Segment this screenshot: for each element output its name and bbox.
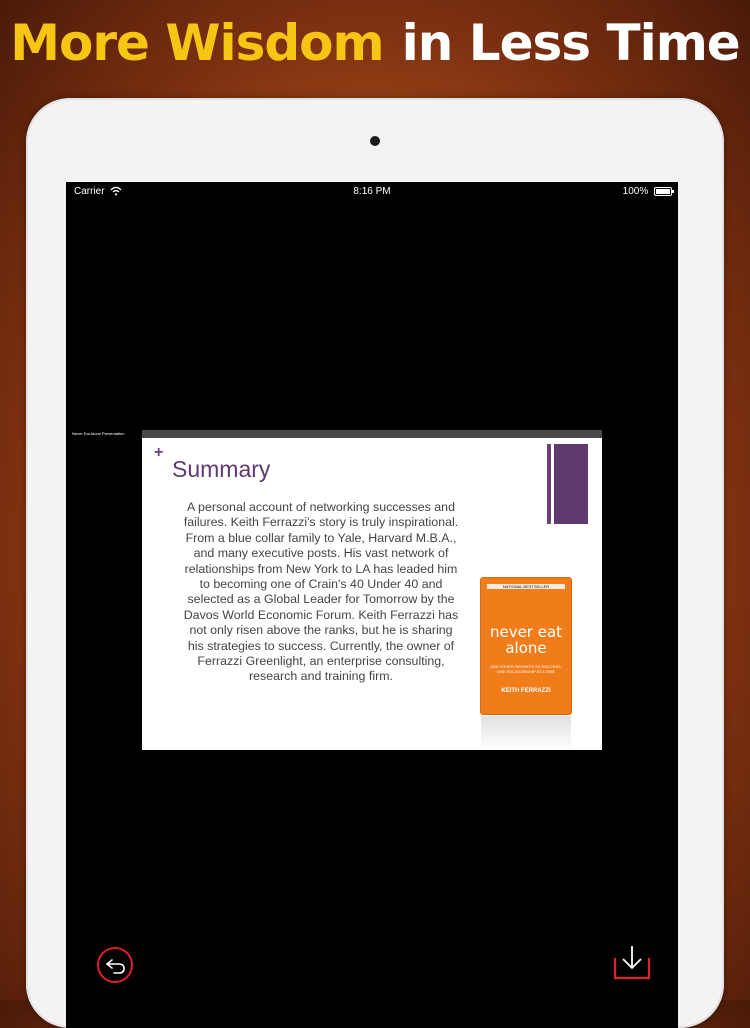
back-arrow-icon	[105, 956, 127, 976]
book-cover	[481, 578, 571, 714]
app-screen	[66, 182, 678, 1028]
carrier-label: Carrier	[74, 186, 105, 197]
battery-group	[623, 182, 672, 202]
headline-accent: More Wisdom	[10, 14, 384, 72]
plus-icon: +	[154, 444, 164, 461]
back-button[interactable]	[97, 947, 133, 983]
promo-headline	[0, 14, 750, 94]
book-subtitle: AND OTHER SECRETS TO SUCCESS, ONE RELATIONSHIP AT A TIME	[490, 664, 562, 674]
slide-top-bar	[142, 430, 602, 438]
slide-title: Summary	[172, 456, 271, 482]
slide-accent-block	[554, 444, 588, 524]
ipad-frame	[26, 98, 724, 1028]
slide[interactable]	[142, 430, 602, 750]
battery-percent: 100%	[622, 186, 649, 197]
book-top-label: NATIONAL BESTSELLER	[487, 584, 565, 589]
download-button[interactable]	[612, 942, 652, 984]
clock: 8:16 PM	[353, 186, 391, 197]
download-icon	[612, 942, 652, 984]
status-bar	[66, 182, 678, 202]
book-title: never eat alone	[489, 623, 563, 657]
book-author: KEITH FERRAZZI	[501, 688, 551, 694]
camera-icon	[370, 136, 380, 146]
slide-accent-bar	[547, 444, 551, 524]
battery-icon	[654, 187, 672, 196]
presentation-label: Never Eat Alone Presentation	[72, 431, 125, 436]
book-reflection	[481, 716, 571, 750]
slide-body: A personal account of networking successes and failures. Keith Ferrazzi's story is truly inspirational. From a blue collar family to Yale, Harvard M.B.A., and many executive posts. His vast network of relationships from New York to LA has leaded him to becoming one of Crain's 40 Under 40 and selected as a Global Leader for Tomorrow by the Davos World Economic Forum. Keith Ferrazzi has not only risen above the ranks, but he is sharing his strategies to success. Currently, the owner of Ferrazzi Greenlight, an enterprise consulting, research and training firm.	[183, 500, 459, 684]
headline-rest: in Less Time	[401, 14, 740, 72]
